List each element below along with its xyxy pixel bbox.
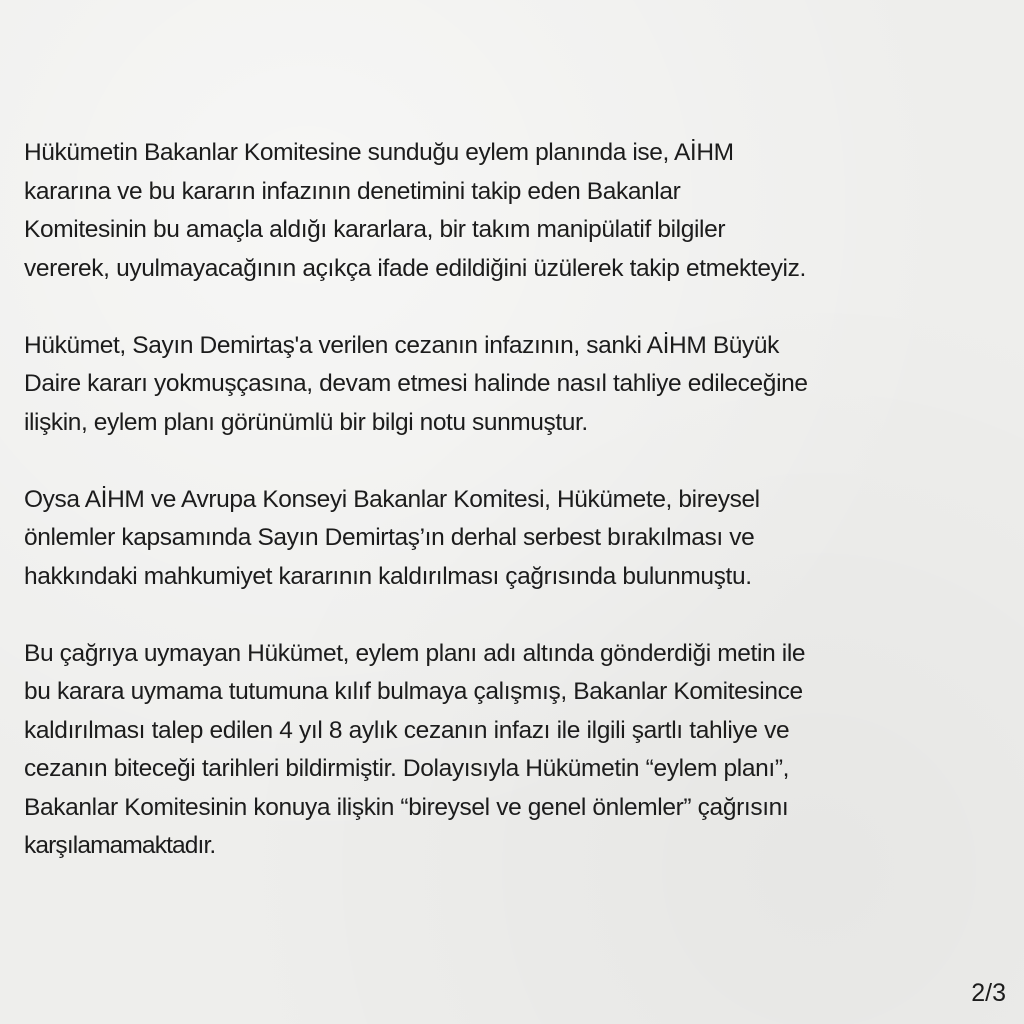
text-line: Daire kararı yokmuşçasına, devam etmesi halinde nasıl tahliye edileceğine bbox=[24, 370, 808, 397]
paragraph bbox=[24, 327, 1014, 443]
text-line: hakkındaki mahkumiyet kararının kaldırılması çağrısında bulunmuştu. bbox=[24, 562, 752, 590]
text-line: Bakanlar Komitesinin konuya ilişkin “bireysel ve genel önlemler” çağrısını bbox=[24, 793, 789, 821]
text-line: bu karara uymama tutumuna kılıf bulmaya çalışmış, Bakanlar Komitesince bbox=[24, 678, 803, 705]
text-line: kaldırılması talep edilen 4 yıl 8 aylık cezanın infazı ile ilgili şartlı tahliye ve bbox=[24, 716, 790, 744]
text-line: ilişkin, eylem planı görünümlü bir bilgi notu sunmuştur. bbox=[24, 408, 588, 436]
text-line: kararına ve bu kararın infazının denetimini takip eden Bakanlar bbox=[24, 177, 681, 205]
text-line: önlemler kapsamında Sayın Demirtaş’ın derhal serbest bırakılması ve bbox=[24, 524, 755, 551]
text-line: Hükümet, Sayın Demirtaş'a verilen cezanın infazının, sanki AİHM Büyük bbox=[24, 331, 780, 359]
paragraph bbox=[24, 134, 1014, 288]
text-line: Oysa AİHM ve Avrupa Konseyi Bakanlar Komitesi, Hükümete, bireysel bbox=[24, 485, 760, 513]
text-line: Hükümetin Bakanlar Komitesine sunduğu eylem planında ise, AİHM bbox=[24, 139, 734, 166]
page-number: 2/3 bbox=[971, 979, 1006, 1007]
paragraph bbox=[24, 635, 1014, 866]
text-line: vererek, uyulmayacağının açıkça ifade edildiğini üzülerek takip etmekteyiz. bbox=[24, 254, 806, 282]
text-line: Komitesinin bu amaçla aldığı kararlara, bir takım manipülatif bilgiler bbox=[24, 216, 726, 243]
document-body bbox=[24, 134, 1014, 904]
text-line: Bu çağrıya uymayan Hükümet, eylem planı adı altında gönderdiği metin ile bbox=[24, 639, 806, 667]
text-line: cezanın biteceği tarihleri bildirmiştir. Dolayısıyla Hükümetin “eylem planı”, bbox=[24, 755, 790, 782]
text-line: karşılamamaktadır. bbox=[24, 832, 216, 859]
paragraph bbox=[24, 481, 1014, 597]
